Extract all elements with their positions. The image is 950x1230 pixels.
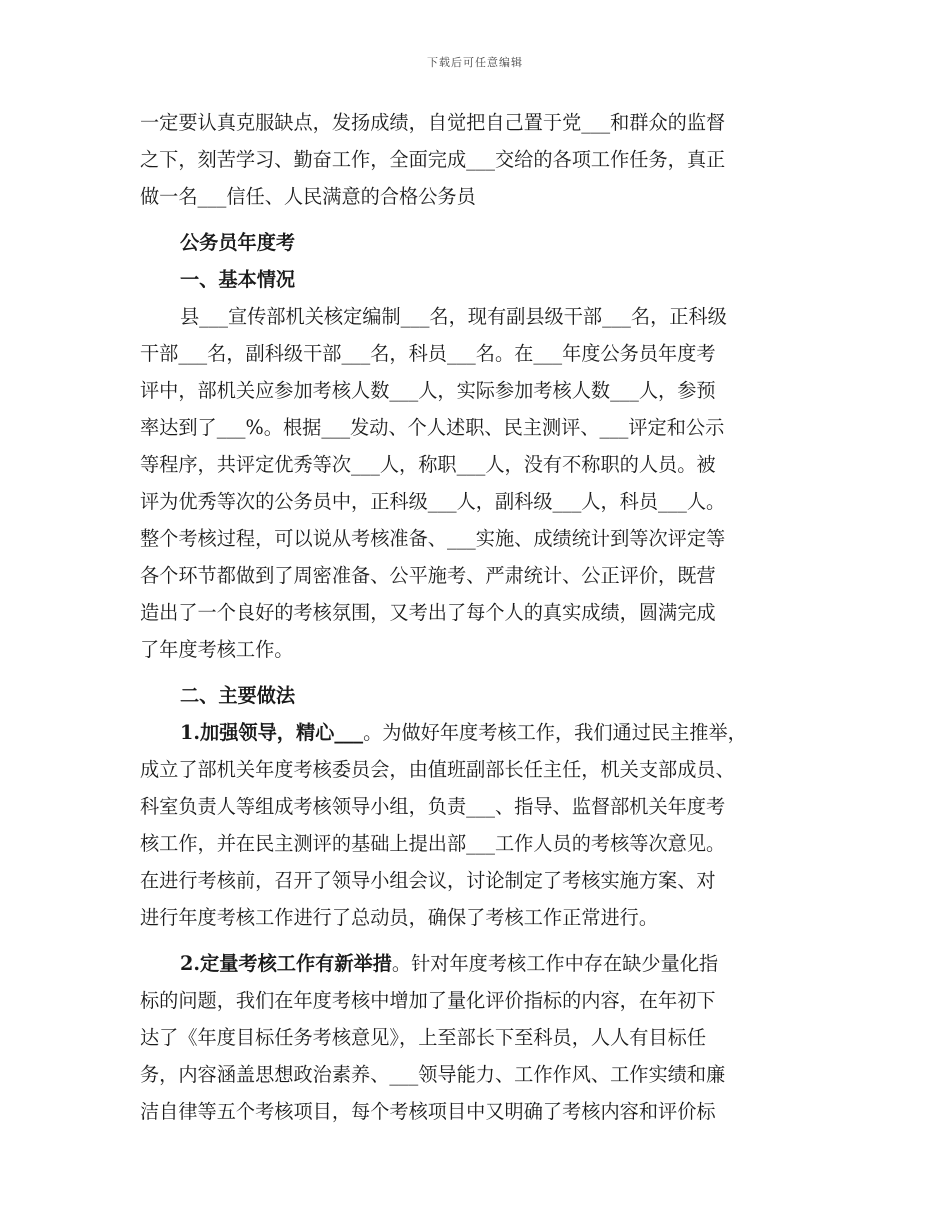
text-line: 等程序，共评定优秀等次___人，称职___人，没有不称职的人员。被 [140,453,716,476]
text-line: 评为优秀等次的公务员中，正科级___人，副科级___人，科员___人。 [140,490,726,513]
text-line: 之下，刻苦学习、勤奋工作，全面完成___交给的各项工作任务，真正 [140,148,726,171]
text-line: 县___宣传部机关核定编制___名，现有副县级干部___名，正科级 [180,305,727,328]
subheading-quantitative: 2.定量考核工作有新举措 [180,952,392,975]
text-line: 成立了部机关年度考核委员会，由值班副部长任主任，机关支部成员、 [140,758,735,781]
text-line: 一定要认真克服缺点，发扬成绩，自觉把自己置于党___和群众的监督 [140,111,726,134]
text-line: 标的问题，我们在年度考核中增加了量化评价指标的内容，在年初下 [140,989,716,1012]
text-line [140,714,812,751]
document-body [140,104,812,1130]
text-span: 。针对年度考核工作中存在缺少量化指 [391,952,719,975]
heading-main-practices: 二、主要做法 [180,684,296,707]
section-title: 公务员年度考 [180,231,296,254]
text-line: 洁自律等五个考核项目，每个考核项目中又明确了考核内容和评价标 [140,1100,716,1123]
text-line: 进行年度考核工作进行了总动员，确保了考核工作正常进行。 [140,906,659,929]
text-line: 达了《年度目标任务考核意见》，上至部长下至科员，人人有目标任 [140,1026,707,1049]
subheading-leadership: 1.加强领导，精心___ [180,721,364,744]
text-line: 率达到了___%。根据___发动、个人述职、民主测评、___评定和公示 [140,416,725,439]
text-line: 核工作，并在民主测评的基础上提出部___工作人员的考核等次意见。 [140,832,726,855]
text-line: 干部___名，副科级干部___名，科员___名。在___年度公务员年度考 [140,342,716,365]
text-line: 务，内容涵盖思想政治素养、___领导能力、工作作风、工作实绩和廉 [140,1063,726,1086]
text-line: 造出了一个良好的考核氛围，又考出了每个人的真实成绩，圆满完成 [140,601,716,624]
text-line: 科室负责人等组成考核领导小组，负责___、指导、监督部机关年度考 [140,795,726,818]
text-line: 做一名___信任、人民满意的合格公务员 [140,185,476,208]
text-line [140,945,812,982]
text-line: 评中，部机关应参加考核人数___人，实际参加考核人数___人，参预 [140,379,716,402]
text-span: 。为做好年度考核工作，我们通过民主推举， [363,721,747,744]
text-line: 了年度考核工作。 [140,638,294,661]
text-line: 在进行考核前，召开了领导小组会议，讨论制定了考核实施方案、对 [140,869,716,892]
page-header: 下载后可任意编辑 [427,56,523,69]
text-line: 各个环节都做到了周密准备、公平施考、严肃统计、公正评价，既营 [140,564,716,587]
heading-basic-situation: 一、基本情况 [180,268,296,291]
text-line: 整个考核过程，可以说从考核准备、___实施、成绩统计到等次评定等 [140,527,726,550]
